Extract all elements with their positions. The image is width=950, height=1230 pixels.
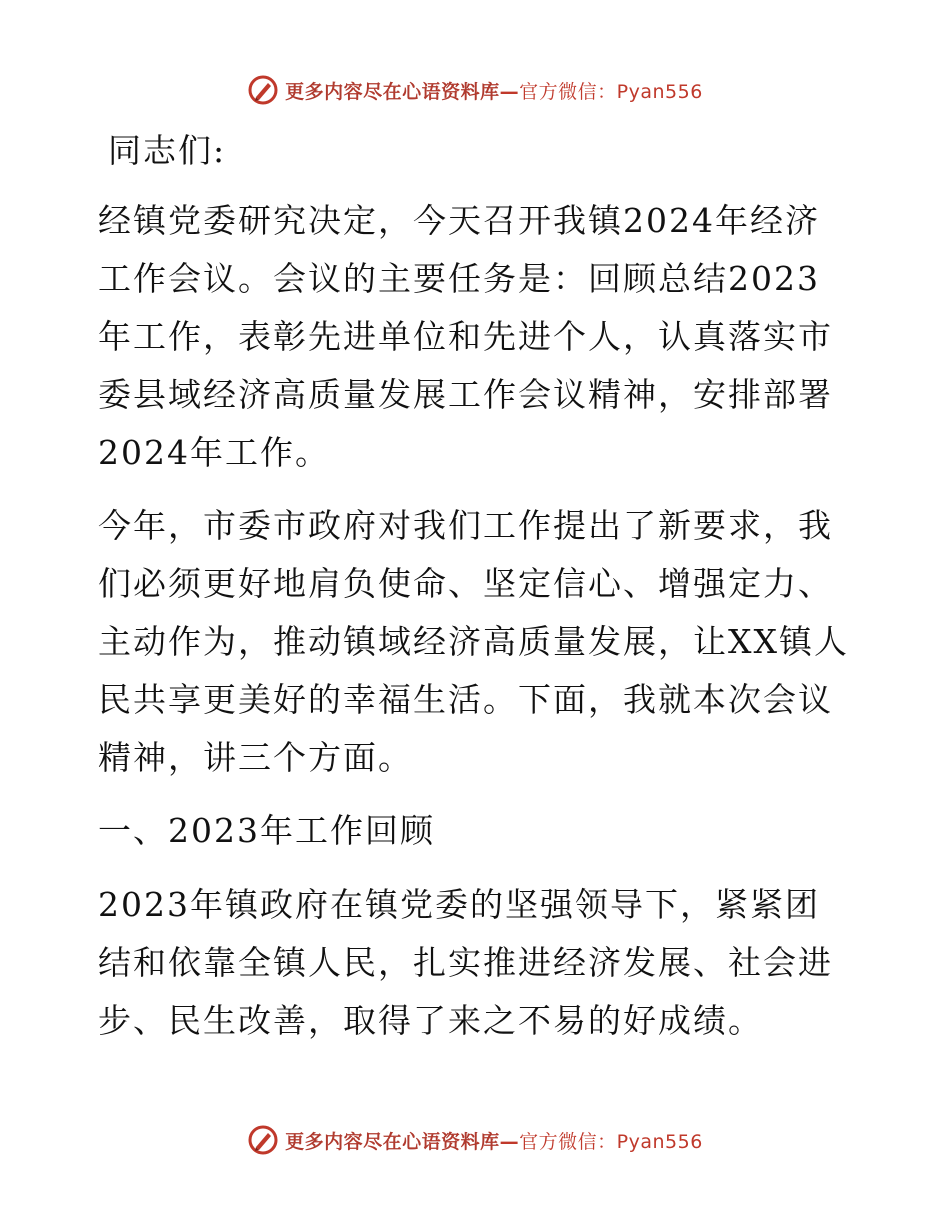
- header-watermark-banner: [0, 70, 950, 110]
- salutation: 同志们:: [108, 131, 227, 170]
- pen-logo-icon: [247, 1124, 279, 1156]
- section-heading-1: 一、2023年工作回顾: [98, 811, 435, 850]
- pen-logo-icon: [247, 74, 279, 106]
- paragraph-1: 经镇党委研究决定，今天召开我镇2024年经济工作会议。会议的主要任务是：回顾总结2023年工作，表彰先进单位和先进个人，认真落实市委县域经济高质量发展工作会议精神，安排部署2024年工作。: [98, 201, 833, 472]
- watermark-text: 更多内容尽在心语资料库—官方微信：Pyan556: [285, 80, 703, 103]
- footer-watermark-banner: [0, 1120, 950, 1160]
- document-body: [98, 122, 850, 1065]
- watermark-text: 更多内容尽在心语资料库—官方微信：Pyan556: [285, 1130, 703, 1153]
- paragraph-3: 2023年镇政府在镇党委的坚强领导下，紧紧团结和依靠全镇人民，扎实推进经济发展、社会进步、民生改善，取得了来之不易的好成绩。: [98, 885, 833, 1040]
- paragraph-2: 今年，市委市政府对我们工作提出了新要求，我们必须更好地肩负使命、坚定信心、增强定力、主动作为，推动镇域经济高质量发展，让XX镇人民共享更美好的幸福生活。下面，我就本次会议精神，讲三个方面。: [98, 506, 849, 777]
